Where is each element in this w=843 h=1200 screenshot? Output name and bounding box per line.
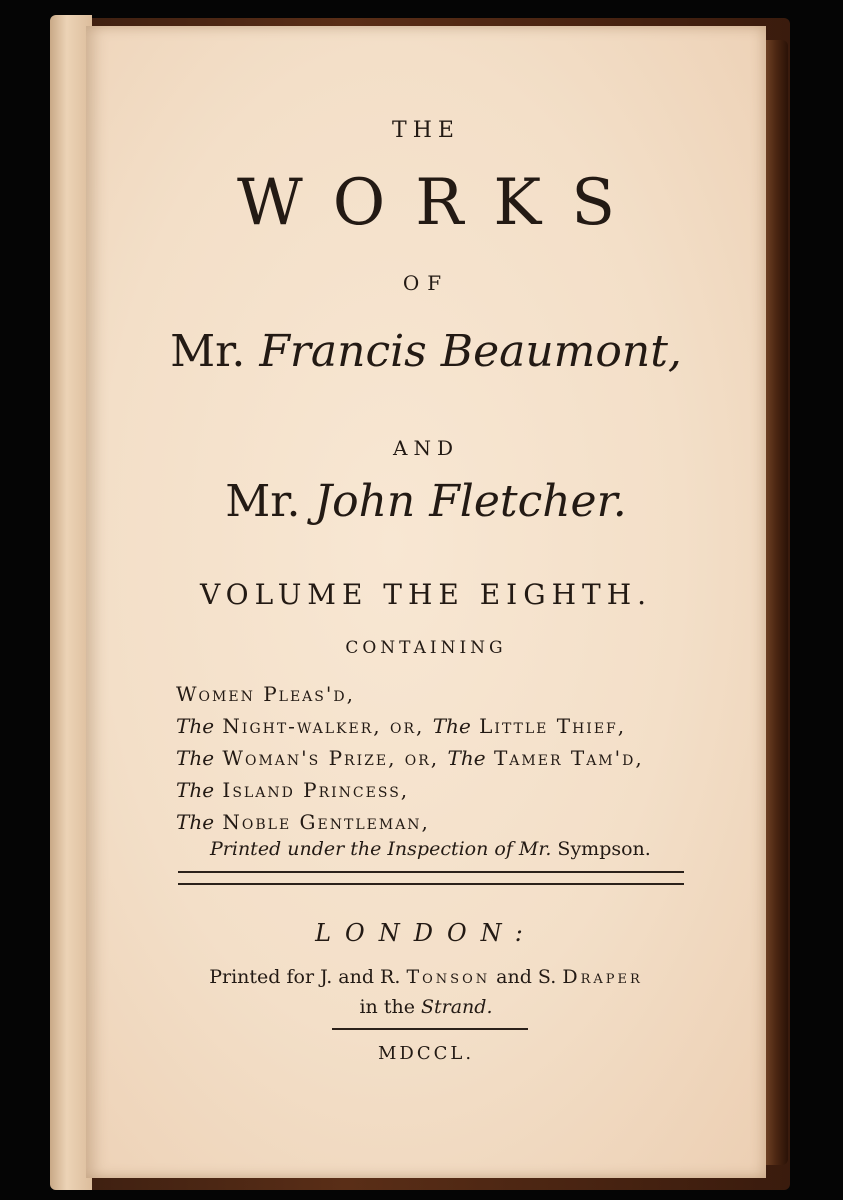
play-title — [176, 806, 644, 838]
play-title-part: Woman's Prize, or, — [214, 746, 448, 770]
author-honorific: Mr. — [170, 326, 246, 377]
play-title-part: Women Pleas'd, — [176, 682, 355, 706]
play-title — [176, 742, 644, 774]
play-title-part: The — [176, 714, 215, 738]
printer-tonson: Tonson — [406, 966, 491, 988]
imprint-in-the: in the — [359, 996, 421, 1018]
title-page — [86, 26, 766, 1178]
double-rule-top — [178, 871, 684, 873]
title-of: OF — [402, 271, 450, 295]
play-title — [176, 710, 644, 742]
author-honorific: Mr. — [225, 476, 301, 527]
play-title-part: Island Princess, — [214, 778, 410, 802]
imprint-text: Printed for J. and R. — [209, 966, 407, 988]
play-title-part: The — [176, 778, 215, 802]
double-rule-bottom — [178, 883, 684, 885]
volume-heading: VOLUME THE EIGHTH. — [199, 578, 653, 611]
plays-list — [176, 678, 644, 838]
imprint-location — [86, 996, 766, 1018]
play-title-part: The — [176, 746, 215, 770]
play-title-part: The — [432, 714, 471, 738]
play-title-part: Noble Gentleman, — [214, 810, 430, 834]
imprint-year: MDCCL. — [377, 1043, 475, 1064]
author-name: John Fletcher. — [314, 476, 627, 527]
author-beaumont — [86, 326, 766, 377]
author-fletcher — [86, 476, 766, 527]
play-title-part: The — [176, 810, 215, 834]
imprint-place: LONDON: — [315, 919, 537, 947]
printed-under-italic: Printed under the Inspection of Mr. — [210, 838, 552, 860]
play-title-part: Tamer Tam'd, — [485, 746, 644, 770]
play-title-part: The — [447, 746, 486, 770]
play-title-part: Night-walker, or, — [214, 714, 433, 738]
play-title-part: Little Thief, — [470, 714, 627, 738]
printed-under-note — [210, 838, 651, 860]
printer-draper: Draper — [562, 966, 643, 988]
play-title — [176, 678, 644, 710]
title-and: AND — [393, 436, 459, 460]
author-name: Francis Beaumont, — [259, 326, 682, 377]
play-title — [176, 774, 644, 806]
containing-heading: CONTAINING — [345, 638, 507, 658]
imprint-strand: Strand. — [421, 996, 493, 1018]
title-the: THE — [392, 118, 460, 143]
imprint-text: and S. — [490, 966, 563, 988]
short-rule — [332, 1028, 528, 1030]
imprint-printers — [86, 966, 766, 988]
title-works: WORKS — [236, 166, 646, 240]
printed-under-name: Sympson. — [551, 838, 651, 860]
